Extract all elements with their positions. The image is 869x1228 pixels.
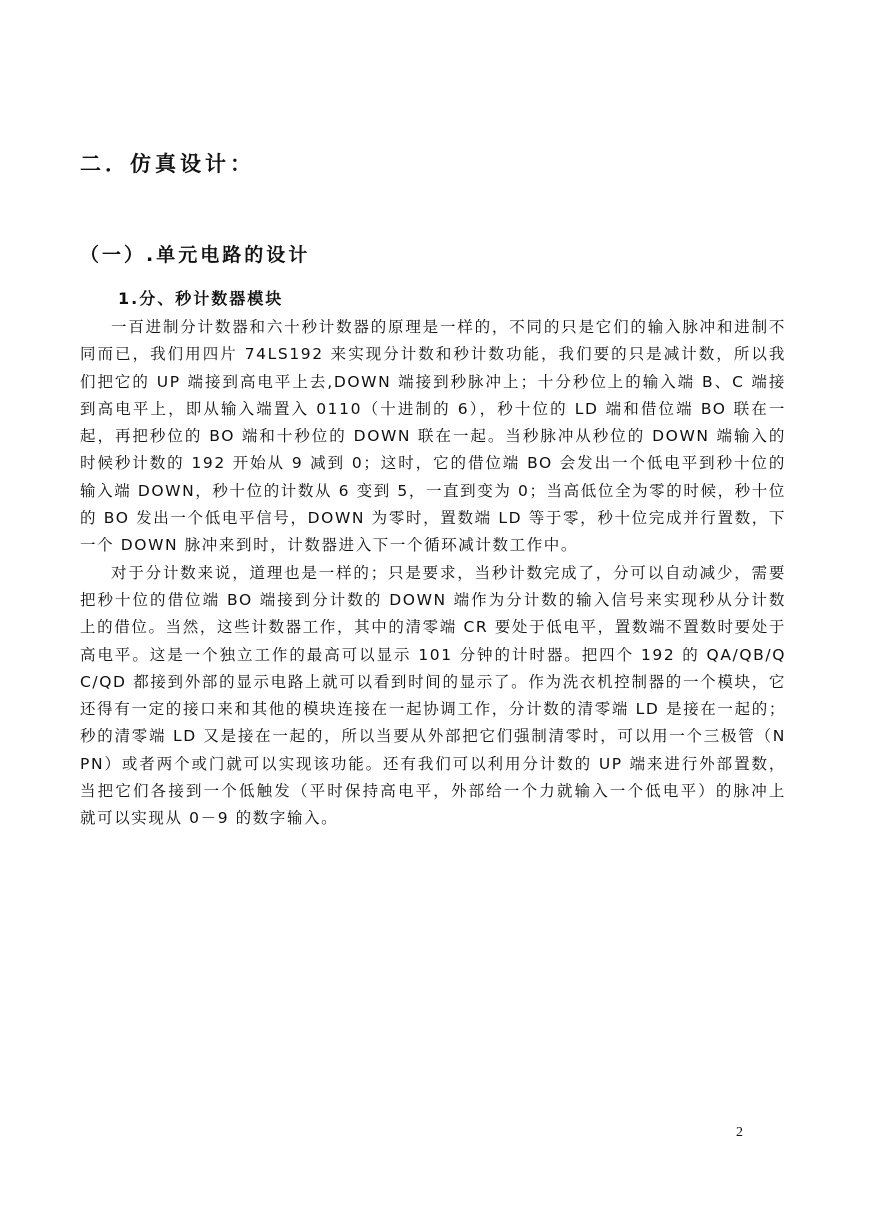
- paragraph-counter-principle: 一百进制分计数器和六十秒计数器的原理是一样的，不同的只是它们的输入脉冲和进制不同而已，我们用四片 74LS192 来实现分计数和秒计数功能，我们要的只是减计数，所以我们把它的 UP 端接到高电平上去,DOWN 端接到秒脉冲上；十分秒位上的输入端 B、C 端接到高电平上，即从输入端置入 0110（十进制的 6），秒十位的 LD 端和借位端 BO 联在一起，再把秒位的 BO 端和十秒位的 DOWN 联在一起。当秒脉冲从秒位的 DOWN 端输入的时候秒计数的 192 开始从 9 减到 0；这时，它的借位端 BO 会发出一个低电平到秒十位的输入端 DOWN，秒十位的计数从 6 变到 5，一直到变为 0；当高低位全为零的时候，秒十位的 BO 发出一个低电平信号，DOWN 为零时，置数端 LD 等于零，秒十位完成并行置数，下一个 DOWN 脉冲来到时，计数器进入下一个循环减计数工作中。: [80, 318, 786, 555]
- subsection-title: 1.分、秒计数器模块: [118, 289, 284, 308]
- page-number: 2: [736, 1125, 743, 1140]
- chapter-title: 二．仿真设计：: [80, 152, 255, 176]
- paragraph-minute-counting: 对于分计数来说，道理也是一样的；只是要求，当秒计数完成了，分可以自动减少，需要把秒十位的借位端 BO 端接到分计数的 DOWN 端作为分计数的输入信号来实现秒从分计数上的借位。当然，这些计数器工作，其中的清零端 CR 要处于低电平，置数端不置数时要处于高电平。这是一个独立工作的最高可以显示 101 分钟的计时器。把四个 192 的 QA/QB/QC/QD 都接到外部的显示电路上就可以看到时间的显示了。作为洗衣机控制器的一个模块，它还得有一定的接口来和其他的模块连接在一起协调工作，分计数的清零端 LD 是接在一起的；秒的清零端 LD 又是接在一起的，所以当要从外部把它们强制清零时，可以用一个三极管（NPN）或者两个或门就可以实现该功能。还有我们可以利用分计数的 UP 端来进行外部置数，当把它们各接到一个低触发（平时保持高电平，外部给一个力就输入一个低电平）的脉冲上 就可以实现从 0－9 的数字输入。: [80, 563, 786, 828]
- section-title: （一）.单元电路的设计: [80, 244, 311, 266]
- body-text: [80, 314, 786, 833]
